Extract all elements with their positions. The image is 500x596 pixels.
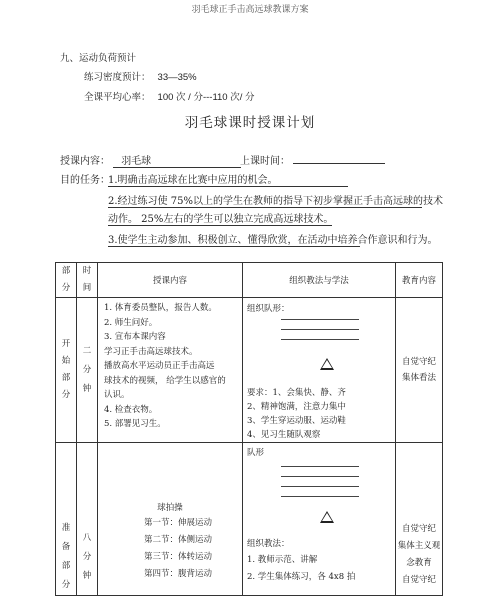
list-item: 4、见习生随队观察 (247, 430, 321, 440)
row2-content-title: 球拍操 (157, 503, 183, 513)
row1-part-char: 开 (61, 339, 71, 349)
header-time-char-1: 时 (82, 266, 92, 276)
row1-method (243, 298, 396, 443)
lesson-plan-table (55, 262, 443, 596)
heart-rate-row (84, 89, 255, 103)
table-row-start (56, 298, 443, 443)
row1-content (98, 298, 243, 443)
edu-item: 集体主义观 (397, 541, 441, 551)
edu-item: 自觉守纪 (401, 575, 436, 585)
class-time-label: 上课时间： (240, 156, 290, 167)
header-part (56, 263, 77, 298)
teaching-content-label: 授课内容： (60, 156, 110, 167)
list-item: 2、精神饱满，注意力集中 (247, 402, 346, 412)
list-item: 第四节：腹背运动 (144, 569, 213, 579)
header-method: 组织教法与学法 (243, 263, 396, 298)
row2-method-label: 组织教法： (247, 539, 290, 549)
density-value: 33—35% (157, 72, 197, 83)
list-item: 3. 宣布本课内容 (104, 332, 166, 342)
list-item: 第二节：体侧运动 (144, 535, 213, 545)
header-part-char-1: 部 (61, 266, 71, 276)
row2-time-char: 八 (82, 533, 92, 543)
row1-part (56, 298, 77, 443)
header-edu: 教育内容 (396, 263, 443, 298)
row2-part-char: 分 (61, 580, 71, 590)
goal-2-line-1: 2.经过练习使 75%以上的学生在教师的指导下初步掌握正手击高远球的技术 (108, 192, 422, 208)
row1-part-char: 分 (61, 390, 71, 400)
goals-label: 目的任务： (60, 175, 110, 186)
table-row-warmup (56, 443, 443, 596)
table-header-row (56, 263, 443, 298)
row1-form-label: 组织队形： (247, 304, 290, 314)
goal-3: 3.使学生主动参加、积极创立、懂得欣赏，在活动中培养合作意识和行为。 (108, 231, 360, 247)
row2-time-char: 钟 (82, 571, 92, 581)
list-item: 播放高水平运动员正手击高远 (104, 361, 215, 371)
row2-time-char: 分 (82, 552, 92, 562)
row2-edu (396, 443, 443, 596)
edu-item: 自觉守纪 (401, 357, 436, 367)
list-item: 学习正手击高远球技术。 (104, 346, 198, 357)
row2-content (98, 443, 243, 596)
row2-content-list (98, 513, 242, 583)
formation-lines (281, 310, 395, 340)
header-time-char-2: 间 (82, 283, 92, 293)
row1-part-char: 始 (61, 356, 71, 366)
list-item: 2. 师生问好。 (104, 317, 158, 328)
row1-time-char: 钟 (82, 383, 92, 394)
edu-item: 自觉守纪 (401, 524, 436, 534)
plan-title: 羽毛球课时授课计划 (184, 115, 316, 131)
list-item: 认识。 (104, 390, 130, 400)
list-item: 第一节：伸展运动 (144, 518, 213, 528)
header-time (77, 263, 98, 298)
heart-rate-label: 全课平均心率： (84, 92, 151, 103)
teacher-triangle-icon (320, 358, 334, 370)
edu-item: 念教育 (406, 558, 432, 568)
heart-rate-value: 100 次 / 分---110 次/ 分 (157, 92, 255, 103)
row2-method (243, 443, 396, 596)
row1-time-char: 分 (82, 364, 92, 375)
edu-item: 集体看法 (401, 373, 436, 383)
goal-1: 1.明确击高远球在比赛中应用的机会。 (108, 171, 348, 187)
row1-edu (396, 298, 443, 443)
class-time-blank (293, 152, 385, 164)
density-label: 练习密度预计： (84, 72, 151, 83)
class-time-row (240, 152, 385, 167)
formation-lines (281, 457, 395, 497)
list-item: 2. 学生集体练习，各 4x8 拍 (247, 572, 356, 582)
header-content: 授课内容 (98, 263, 243, 298)
list-item: 5. 部署见习生。 (104, 419, 166, 429)
list-item: 1. 体育委员整队，报告人数。 (104, 303, 217, 313)
teaching-content-value: 羽毛球 (113, 152, 241, 168)
list-item: 4. 检查衣物。 (104, 404, 158, 415)
page-header: 羽毛球正手击高远球教课方案 (191, 5, 309, 15)
row1-part-char: 部 (61, 373, 71, 383)
row2-part-char: 准 (61, 523, 71, 533)
row2-part-char: 部 (61, 561, 71, 571)
teaching-content-row (60, 152, 241, 168)
list-item: 要求：1、会集快、静、齐 (247, 388, 346, 398)
goal-2-line-2: 动作。 25%左右的学生可以独立完成高远球技术。 (108, 210, 332, 226)
row2-part (56, 443, 77, 596)
list-item: 第三节：体转运动 (144, 552, 213, 562)
density-row (84, 69, 197, 83)
row2-part-char: 备 (61, 542, 71, 552)
row2-form-label: 队形 (247, 448, 265, 458)
list-item: 球技术的视频， 给学生以感官的 (104, 375, 226, 386)
row1-time-char: 二 (82, 345, 92, 356)
list-item: 3、学生穿运动服、运动鞋 (247, 416, 346, 426)
section-9-heading: 九、运动负荷预计 (60, 53, 137, 64)
teacher-triangle-icon (320, 511, 334, 523)
list-item: 1. 教师示范、讲解 (247, 555, 318, 565)
row2-time (77, 443, 98, 596)
row1-time (77, 298, 98, 443)
header-part-char-2: 分 (61, 283, 71, 293)
